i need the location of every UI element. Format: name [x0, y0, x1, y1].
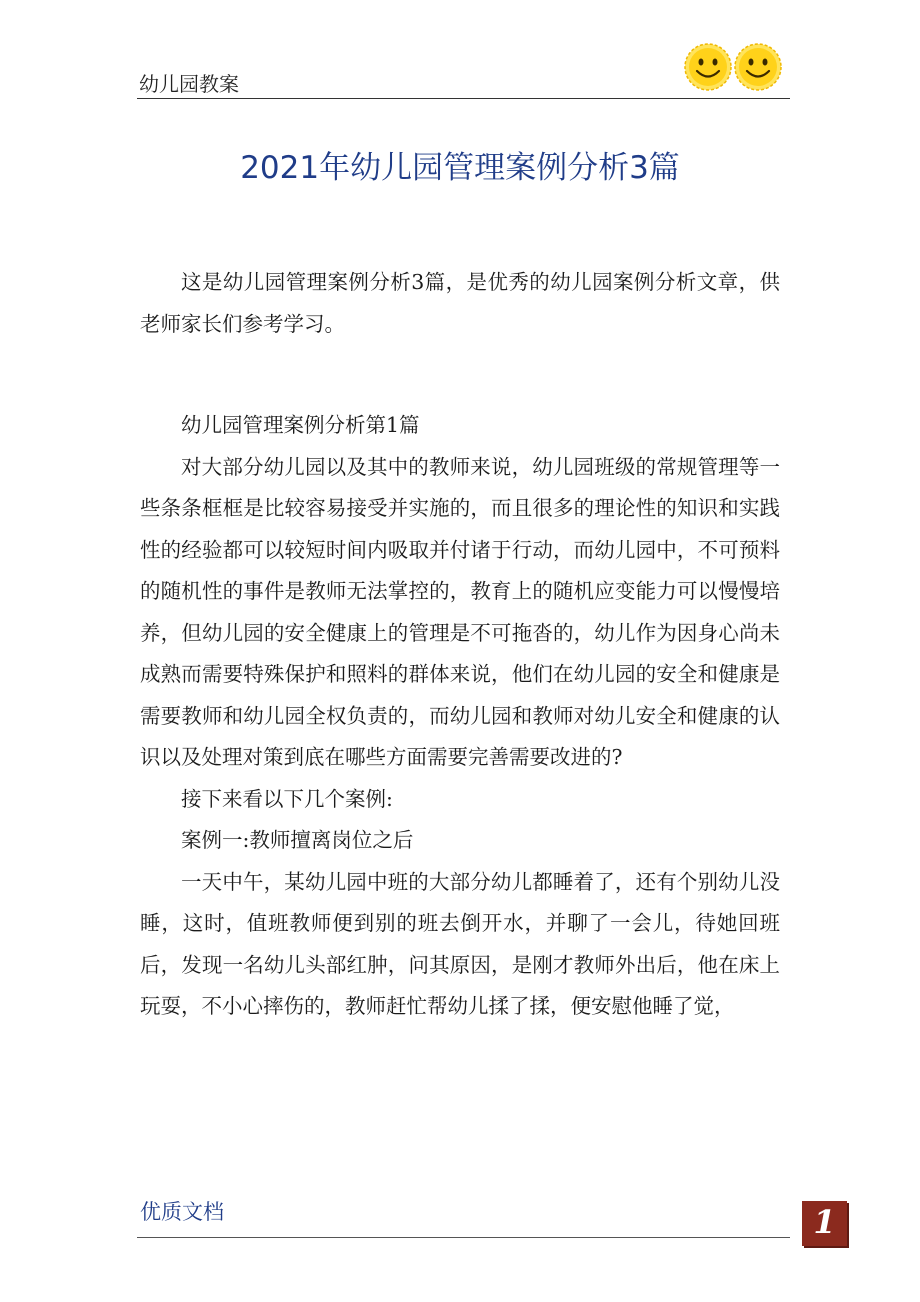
body-paragraph: 对大部分幼儿园以及其中的教师来说，幼儿园班级的常规管理等一些条条框框是比较容易接受并实施的，而且很多的理论性的知识和实践性的经验都可以较短时间内吸取并付诸于行动，而幼儿园中，不可预料的随机性的事件是教师无法掌控的，教育上的随机应变能力可以慢慢培养，但幼儿园的安全健康上的管理是不可拖沓的，幼儿作为因身心尚未成熟而需要特殊保护和照料的群体来说，他们在幼儿园的安全和健康是需要教师和幼儿园全权负责的，而幼儿园和教师对幼儿安全和健康的认识以及处理对策到底在哪些方面需要完善需要改进的?	[140, 454, 780, 769]
document-body	[140, 262, 780, 1028]
footer-label: 优质文档	[140, 1200, 224, 1224]
footer-divider	[137, 1237, 790, 1238]
paragraph-gap	[140, 345, 780, 405]
header-title: 幼儿园教案	[139, 72, 239, 96]
body-paragraph: 接下来看以下几个案例:	[181, 786, 393, 811]
body-paragraph: 一天中午，某幼儿园中班的大部分幼儿都睡着了，还有个别幼儿没睡，这时，值班教师便到别的班去倒开水，并聊了一会儿，待她回班后，发现一名幼儿头部红肿，问其原因，是刚才教师外出后，他在床上玩耍，不小心摔伤的，教师赶忙帮幼儿揉了揉，便安慰他睡了觉，	[140, 869, 780, 1018]
section-heading: 幼儿园管理案例分析第1篇	[181, 413, 420, 437]
document-title: 2021年幼儿园管理案例分析3篇	[240, 150, 680, 186]
page-number-badge	[802, 1201, 847, 1246]
smiley-face-icon-left	[685, 44, 731, 90]
intro-paragraph: 这是幼儿园管理案例分析3篇，是优秀的幼儿园案例分析文章，供老师家长们参考学习。	[140, 270, 780, 336]
smiley-face-icon	[684, 40, 784, 92]
case-heading: 案例一:教师擅离岗位之后	[181, 828, 414, 852]
page-number: 1	[813, 1203, 836, 1241]
smiley-face-icon-right	[735, 44, 781, 90]
page-header	[137, 40, 790, 99]
